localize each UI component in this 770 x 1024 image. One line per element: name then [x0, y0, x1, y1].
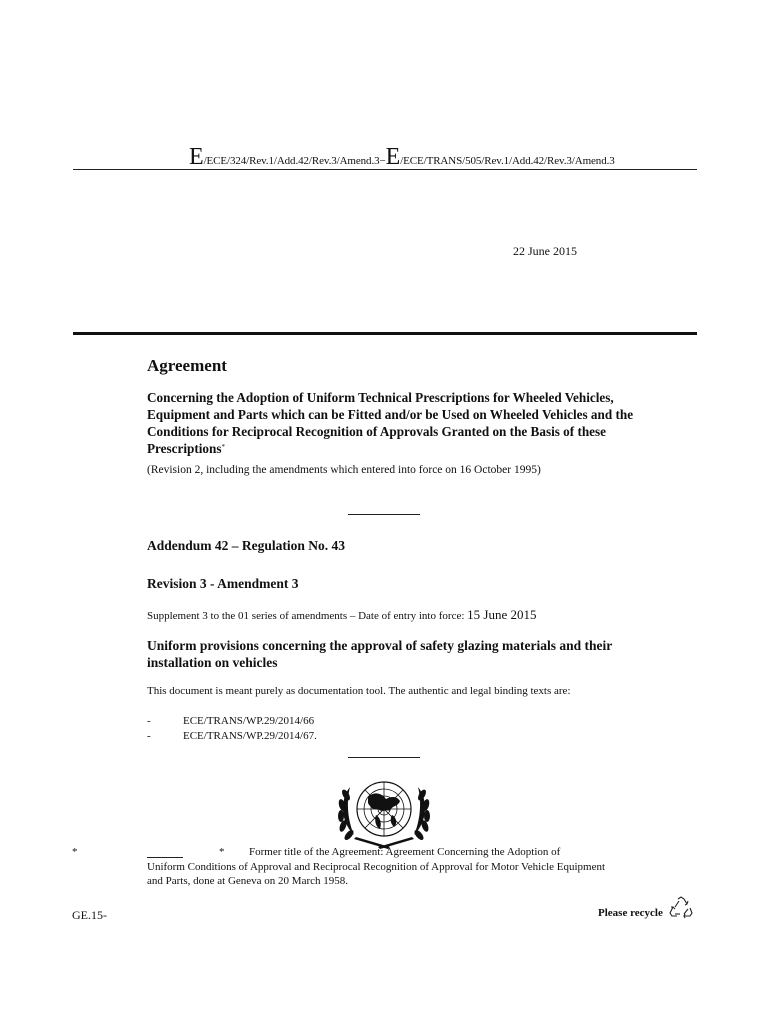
agreement-subtitle — [147, 389, 637, 457]
revision-amendment-title: Revision 3 - Amendment 3 — [147, 576, 299, 591]
supplement-text: Supplement 3 to the 01 series of amendments – Date of entry into force: — [147, 610, 468, 622]
symbol-text-1: /ECE/324/Rev.1/Add.42/Rev.3/Amend.3 — [203, 155, 380, 167]
agreement-title: Agreement — [147, 356, 227, 375]
agreement-subtitle-text: Concerning the Adoption of Uniform Technical Prescriptions for Wheeled Vehicles, Equipment and Parts which can be Fitted and/or be Used on Wheeled Vehicles and the Conditions for Reciprocal Recognition of Approvals Granted on the Basis of these Prescriptions — [147, 390, 634, 456]
uniform-provisions-title: Uniform provisions concerning the approval of safety glazing materials and their installation on vehicles — [147, 638, 612, 670]
list-dash: - — [147, 730, 151, 742]
footnote-continuation: Uniform Conditions of Approval and Reciprocal Recognition of Approval for Motor Vehicle Equipment and Parts, done at Geneva on 20 March 1958. — [147, 861, 606, 887]
section-divider — [348, 757, 420, 758]
symbol-letter-2: E — [385, 144, 401, 170]
footnote-marker: * — [72, 846, 78, 858]
un-emblem-icon — [330, 773, 438, 849]
document-date: 22 June 2015 — [513, 244, 577, 258]
title-divider — [73, 332, 697, 335]
entry-into-force-date: 15 June 2015 — [467, 607, 537, 622]
documentation-note: This document is meant purely as documentation tool. The authentic and legal binding texts are: — [147, 685, 571, 697]
document-symbol — [189, 144, 709, 171]
reference-item — [147, 730, 317, 742]
footnote-text: Former title of the Agreement: Agreement Concerning the Adoption of — [249, 846, 561, 858]
ge-code: GE.15- — [72, 908, 107, 922]
reference-text: ECE/TRANS/WP.29/2014/66 — [183, 715, 315, 727]
section-divider — [348, 514, 420, 515]
addendum-title: Addendum 42 – Regulation No. 43 — [147, 538, 346, 553]
footnote-reference: * — [221, 443, 225, 451]
symbol-text-2: /ECE/TRANS/505/Rev.1/Add.42/Rev.3/Amend.3 — [400, 155, 615, 167]
footnote-star: * — [219, 846, 225, 858]
reference-item — [147, 715, 314, 727]
revision-note: (Revision 2, including the amendments which entered into force on 16 October 1995) — [147, 464, 541, 476]
list-dash: - — [147, 715, 151, 727]
symbol-letter-1: E — [189, 144, 204, 170]
reference-text: ECE/TRANS/WP.29/2014/67. — [183, 730, 317, 742]
recycle-icon — [668, 896, 694, 920]
symbol-separator: − — [379, 155, 386, 167]
footnote-first-line — [147, 846, 560, 858]
footnote-rule — [147, 847, 183, 858]
supplement-line — [147, 607, 536, 623]
please-recycle-label: Please recycle — [598, 907, 663, 919]
header-rule — [73, 169, 697, 170]
